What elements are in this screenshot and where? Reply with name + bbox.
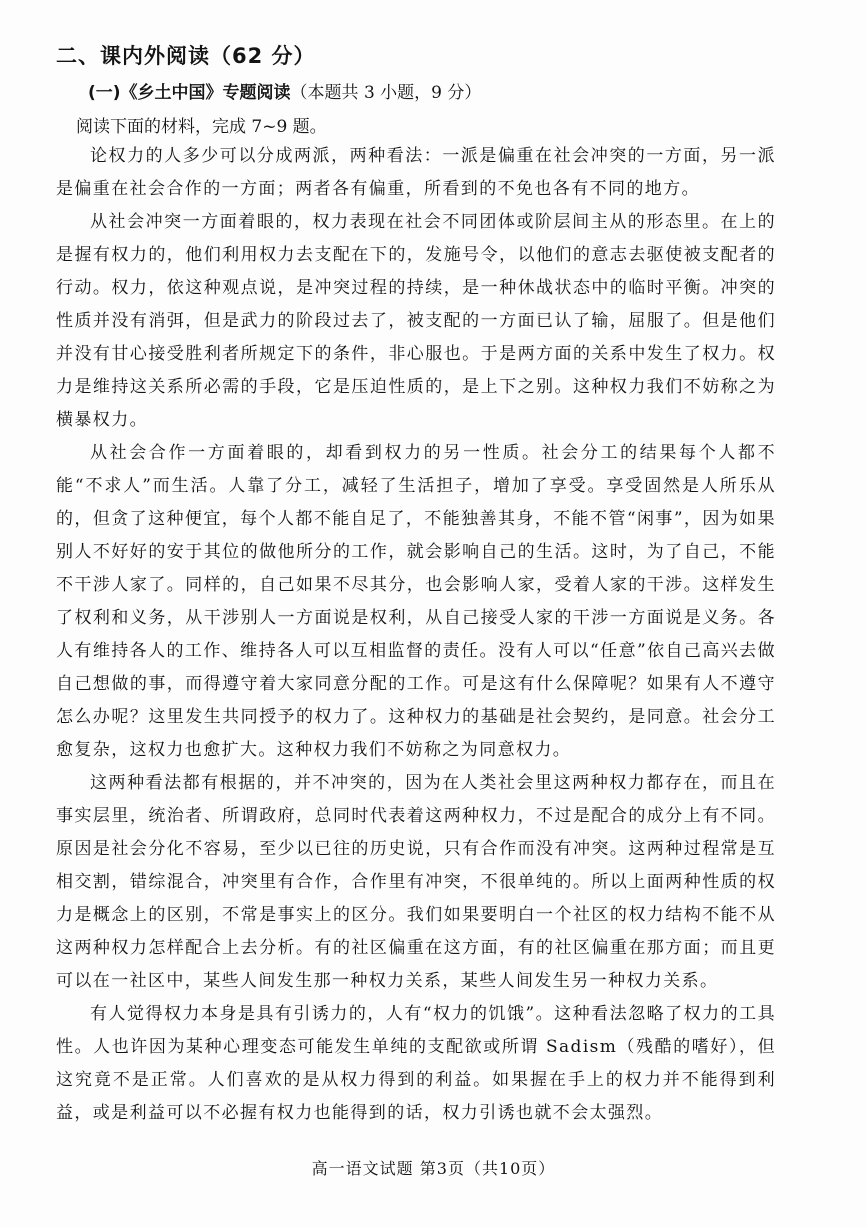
passage-paragraph-5: 有人觉得权力本身是具有引诱力的，人有“权力的饥饿”。这种看法忽略了权力的工具性。人也许因为某种心理变态可能发生单纯的支配欲或所谓 Sadism（残酷的嗜好），但这究竟不是正常。人们喜欢的是从权力得到的利益。如果握在手上的权力并不能得到利益，或是利益可以不必握有权力也能得到的话，权力引诱也就不会太强烈。 (56, 1004, 776, 1123)
reading-instruction: 阅读下面的材料，完成 7~9 题。 (76, 117, 327, 137)
page-footer: 高一语文试题 第3页（共10页） (311, 1159, 556, 1178)
subsection-label: (一)《乡土中国》专题阅读 (88, 83, 291, 103)
reading-passage (56, 140, 776, 1130)
section-title: 二、课内外阅读（62 分） (56, 44, 316, 68)
passage-paragraph-3: 从社会合作一方面着眼的，却看到权力的另一性质。社会分工的结果每个人都不能“不求人”而生活。人靠了分工，减轻了生活担子，增加了享受。享受固然是人所乐从的，但贪了这种便宜，每个人都不能自足了，不能独善其身，不能不管“闲事”，因为如果别人不好好的安于其位的做他所分的工作，就会影响自己的生活。这时，为了自己，不能不干涉人家了。同样的，自己如果不尽其分，也会影响人家，受着人家的干涉。这样发生了权利和义务，从干涉别人一方面说是权利，从自己接受人家的干涉一方面说是义务。各人有维持各人的工作、维持各人可以互相监督的责任。没有人可以“任意”依自己高兴去做自己想做的事，而得遵守着大家同意分配的工作。可是这有什么保障呢？如果有人不遵守怎么办呢？这里发生共同授予的权力了。这种权力的基础是社会契约，是同意。社会分工愈复杂，这权力也愈扩大。这种权力我们不妨称之为同意权力。 (56, 443, 776, 760)
passage-paragraph-1: 论权力的人多少可以分成两派，两种看法：一派是偏重在社会冲突的一方面，另一派是偏重在社会合作的一方面；两者各有偏重，所看到的不免也各有不同的地方。 (56, 146, 776, 199)
passage-paragraph-4: 这两种看法都有根据的，并不冲突的，因为在人类社会里这两种权力都存在，而且在事实层里，统治者、所谓政府，总同时代表着这两种权力，不过是配合的成分上有不同。原因是社会分化不容易，至少以已往的历史说，只有合作而没有冲突。这两种过程常是互相交割，错综混合，冲突里有合作，合作里有冲突，不很单纯的。所以上面两种性质的权力是概念上的区别，不常是事实上的区分。我们如果要明白一个社区的权力结构不能不从这两种权力怎样配合上去分析。有的社区偏重在这方面，有的社区偏重在那方面；而且更可以在一社区中，某些人间发生那一种权力关系，某些人间发生另一种权力关系。 (56, 773, 776, 991)
passage-paragraph-2: 从社会冲突一方面着眼的，权力表现在社会不同团体或阶层间主从的形态里。在上的是握有权力的，他们利用权力去支配在下的，发施号令，以他们的意志去驱使被支配者的行动。权力，依这种观点说，是冲突过程的持续，是一种休战状态中的临时平衡。冲突的性质并没有消弭，但是武力的阶段过去了，被支配的一方面已认了输，屈服了。但是他们并没有甘心接受胜利者所规定下的条件，非心服也。于是两方面的关系中发生了权力。权力是维持这关系所必需的手段，它是压迫性质的，是上下之别。这种权力我们不妨称之为横暴权力。 (56, 212, 776, 430)
subsection-heading (88, 78, 481, 103)
subsection-note: （本题共 3 小题，9 分） (290, 83, 482, 103)
